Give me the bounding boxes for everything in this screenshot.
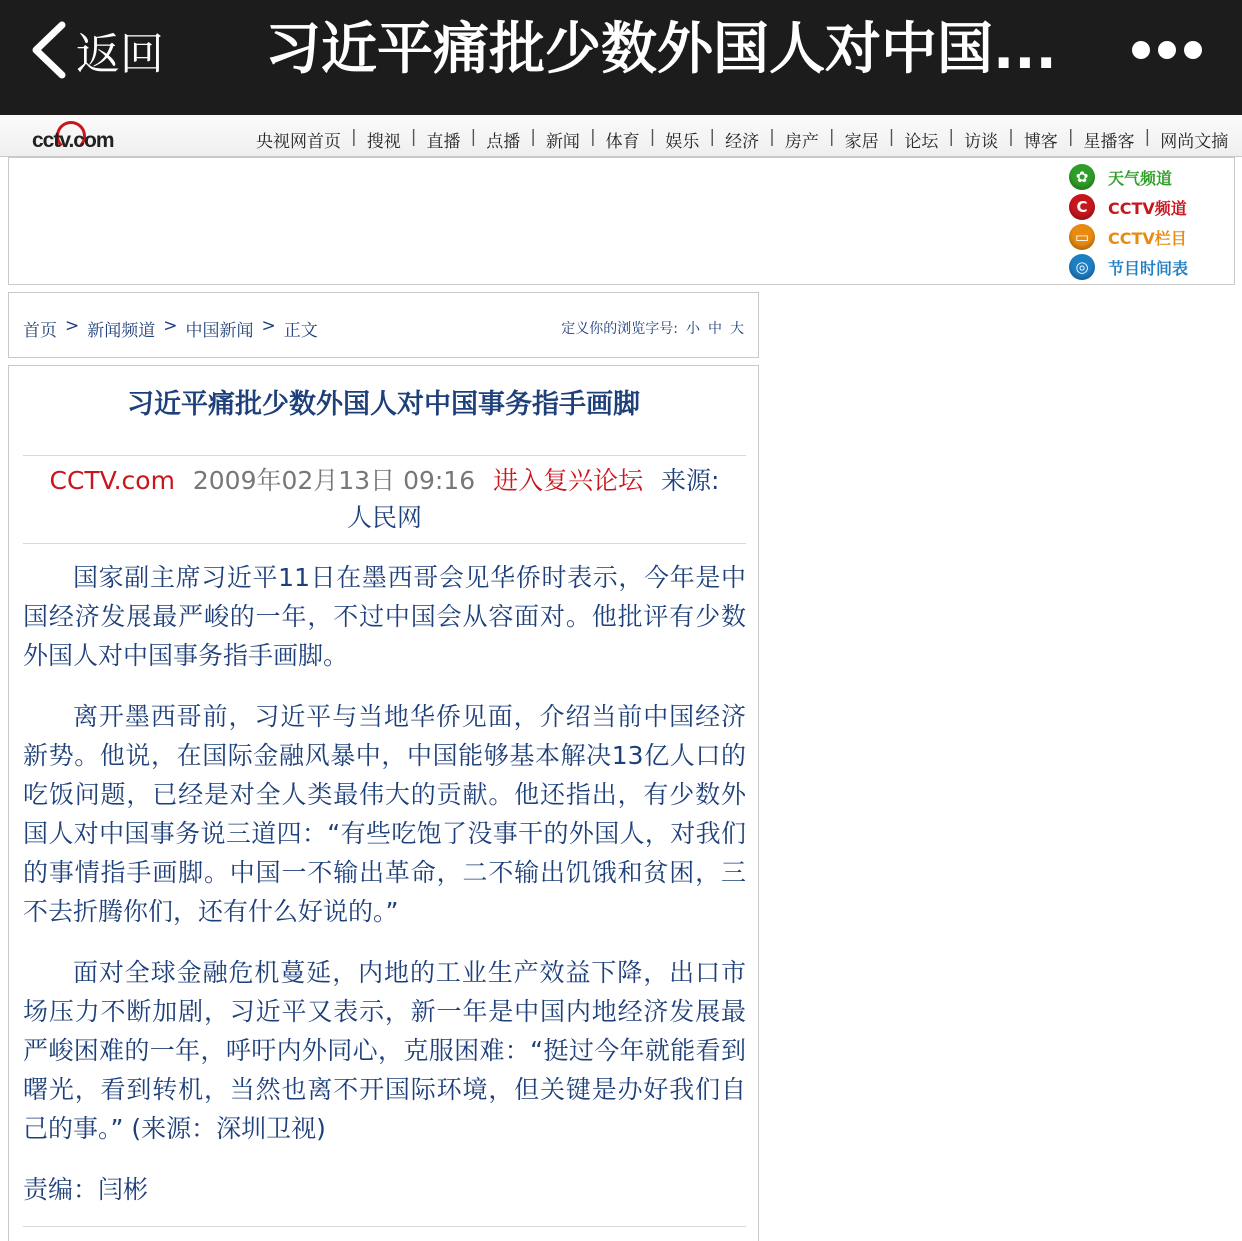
divider xyxy=(23,1226,746,1227)
divider xyxy=(23,455,746,456)
breadcrumb-china-news[interactable]: 中国新闻 xyxy=(185,321,254,341)
channel-icon: C xyxy=(1069,194,1095,220)
nav-separator: | xyxy=(649,127,656,147)
nav-separator: | xyxy=(589,127,596,147)
nav-link[interactable]: 论坛 xyxy=(904,132,939,152)
from-value: 人民网 xyxy=(346,503,422,532)
article-paragraph: 国家副主席习近平11日在墨西哥会见华侨时表示，今年是中国经济发展最严峻的一年，不过中国会从容面对。他批评有少数外国人对中国事务指手画脚。 xyxy=(23,563,746,670)
breadcrumb-home[interactable]: 首页 xyxy=(23,321,57,341)
breadcrumb-separator: > xyxy=(65,316,80,336)
breadcrumb-news[interactable]: 新闻频道 xyxy=(87,321,156,341)
nav-separator: | xyxy=(828,127,835,147)
font-size-small[interactable]: 小 xyxy=(686,321,700,337)
quick-link-weather[interactable] xyxy=(1069,164,1172,190)
nav-link[interactable]: 房产 xyxy=(784,132,819,152)
nav-link[interactable]: 家居 xyxy=(844,132,879,152)
weather-icon: ✿ xyxy=(1069,164,1095,190)
nav-separator: | xyxy=(1008,127,1014,147)
schedule-icon: ◎ xyxy=(1069,254,1095,280)
breadcrumb-separator: > xyxy=(261,316,276,336)
nav-separator: | xyxy=(888,127,895,147)
cctv-logo-text: cctv.com xyxy=(32,129,114,152)
back-label: 返回 xyxy=(76,29,164,80)
nav-link[interactable]: 博客 xyxy=(1023,132,1058,152)
breadcrumb-current: 正文 xyxy=(283,321,318,341)
nav-link[interactable]: 新闻 xyxy=(545,132,580,152)
nav-separator: | xyxy=(470,127,477,147)
font-size-label: 定义你的浏览字号: xyxy=(561,321,678,337)
article-date: 2009年02月13日 09:16 xyxy=(192,466,476,495)
nav-separator: | xyxy=(530,127,536,147)
nav-link[interactable]: 体育 xyxy=(605,132,640,152)
nav-link[interactable]: 星播客 xyxy=(1083,132,1135,152)
nav-separator: | xyxy=(769,127,775,147)
article-box xyxy=(8,365,759,1241)
from-label: 来源: xyxy=(661,466,720,495)
quick-link-cctv-column[interactable] xyxy=(1069,224,1187,250)
quick-link-label: CCTV频道 xyxy=(1108,198,1187,218)
column-icon: ▭ xyxy=(1069,224,1095,250)
nav-separator: | xyxy=(948,127,955,147)
nav-link[interactable]: 直播 xyxy=(426,132,461,152)
nav-link[interactable]: 点播 xyxy=(486,132,521,152)
nav-link[interactable]: 娱乐 xyxy=(665,132,700,152)
nav-separator: | xyxy=(1067,127,1074,147)
breadcrumb xyxy=(23,316,318,341)
nav-link[interactable]: 经济 xyxy=(725,132,760,152)
article-source: CCTV.com xyxy=(49,466,175,495)
article-meta xyxy=(23,462,746,536)
more-options-icon[interactable] xyxy=(1132,38,1202,62)
nav-links xyxy=(256,127,1228,152)
cctv-logo[interactable] xyxy=(32,121,132,153)
font-size-large[interactable]: 大 xyxy=(730,321,744,337)
article-paragraph: 离开墨西哥前，习近平与当地华侨见面，介绍当前中国经济新势。他说，在国际金融风暴中，中国能够基本解决13亿人口的吃饭问题，已经是对全人类最伟大的贡献。他还指出，有少数外国人对中国事务说三道四：“有些吃饱了没事干的外国人，对我们的事情指手画脚。中国一不输出革命，二不输出饥饿和贫困，三不去折腾你们，还有什么好说的。” xyxy=(23,702,746,926)
nav-separator: | xyxy=(351,127,357,147)
article-title: 习近平痛批少数外国人对中国事务指手画脚 xyxy=(127,389,640,420)
quick-link-schedule[interactable] xyxy=(1069,254,1188,280)
forum-link[interactable]: 进入复兴论坛 xyxy=(493,466,644,495)
quick-link-cctv-channel[interactable] xyxy=(1069,194,1187,220)
font-size-selector xyxy=(561,318,744,338)
chevron-left-icon xyxy=(28,21,68,79)
article-paragraph: 面对全球金融危机蔓延，内地的工业生产效益下降，出口市场压力不断加剧，习近平又表示，新一年是中国内地经济发展最严峻困难的一年，呼吁内外同心，克服困难：“挺过今年就能看到曙光，看到转机，当然也离不开国际环境，但关键是办好我们自己的事。” (来源：深圳卫视) xyxy=(23,958,746,1143)
nav-separator: | xyxy=(410,127,417,147)
breadcrumb-box xyxy=(8,292,759,358)
nav-link[interactable]: 网尚文摘 xyxy=(1160,132,1229,152)
article-body xyxy=(23,558,746,1209)
divider xyxy=(23,543,746,544)
banner-area xyxy=(8,157,1235,285)
nav-link[interactable]: 央视网首页 xyxy=(256,132,341,152)
nav-link[interactable]: 搜视 xyxy=(366,132,401,152)
page-title: 习近平痛批少数外国人对中国... xyxy=(265,17,1057,82)
breadcrumb-separator: > xyxy=(163,316,178,336)
quick-link-label: CCTV栏目 xyxy=(1108,228,1187,248)
font-size-medium[interactable]: 中 xyxy=(708,321,722,337)
nav-separator: | xyxy=(1144,127,1151,147)
quick-link-label: 天气频道 xyxy=(1108,168,1173,188)
app-top-bar xyxy=(0,0,1242,115)
site-nav-bar xyxy=(0,115,1242,157)
nav-separator: | xyxy=(709,127,716,147)
nav-link[interactable]: 访谈 xyxy=(964,132,999,152)
back-button[interactable] xyxy=(28,20,164,80)
quick-link-label: 节目时间表 xyxy=(1108,258,1189,278)
article-editor: 责编：闫彬 xyxy=(23,1175,149,1204)
